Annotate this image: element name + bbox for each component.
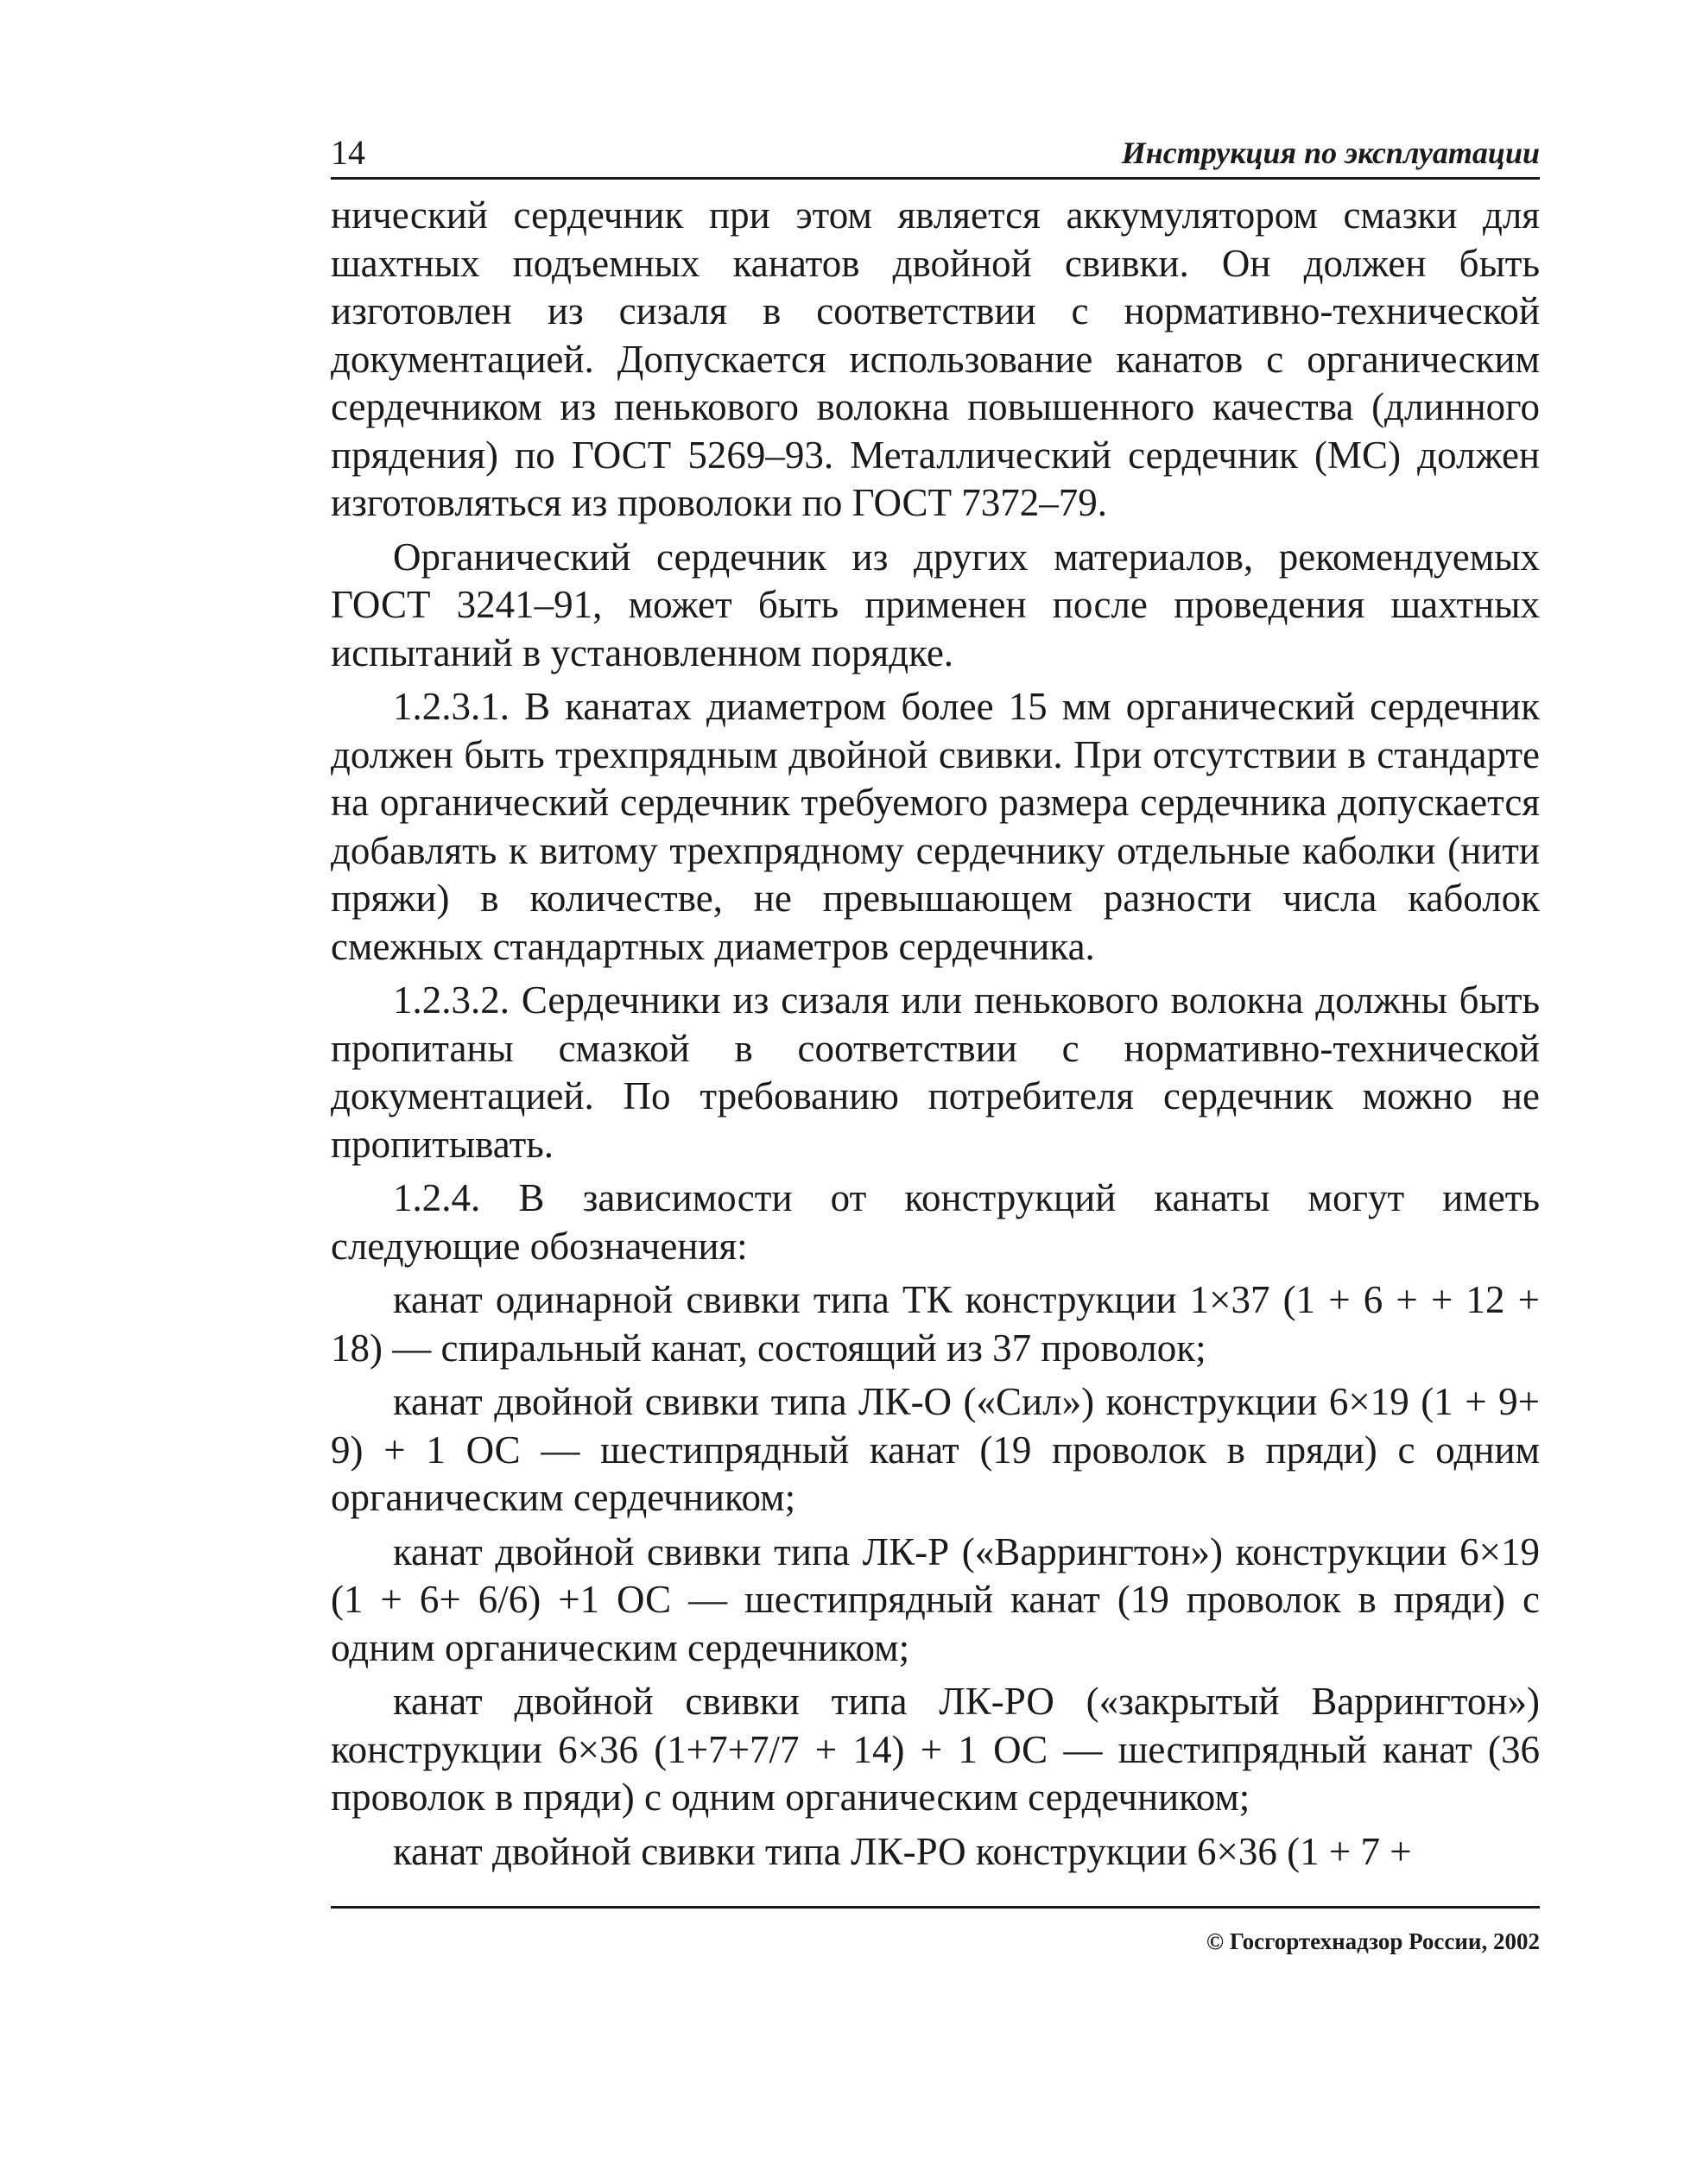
document-page [331,0,1540,2184]
paragraph-organic-core: Органический сердечник из других материалов, рекомендуемых ГОСТ 3241–91, может быть применен после проведения шахтных испытаний в установленном порядке. [331,535,1540,674]
list-item-tk: канат одинарной свивки типа ТК конструкции 1×37 (1 + 6 + + 12 + 18) — спиральный канат, состоящий из 37 проволок; [331,1278,1540,1370]
footer-divider [331,1906,1540,1909]
list-item-lk-o: канат двойной свивки типа ЛК-О («Сил») конструкции 6×19 (1 + 9+ 9) + 1 ОС — шестипрядный канат (19 проволок в пряди) с одним органическим сердечником; [331,1380,1540,1519]
list-item-lk-ro-closed: канат двойной свивки типа ЛК-РО («закрытый Варрингтон») конструкции 6×36 (1+7+7/7 + 14) + 1 ОС — шестипрядный канат (36 проволок в пряди) с одним органическим сердечником; [331,1680,1540,1819]
page-number: 14 [331,133,365,172]
paragraph-continuation: нический сердечник при этом является аккумулятором смазки для шахтных подъемных канатов двойной свивки. Он должен быть изготовлен из сизаля в соответствии с нормативно-технической документацией. Допускается использование канатов с органическим сердечником из пенькового волокна повышенного качества (длинного прядения) по ГОСТ 5269–93. Металлический сердечник (МС) должен изготовляться из проволоки по ГОСТ 7372–79. [331,193,1540,524]
body-text [331,192,1540,1882]
page-header [331,123,1540,180]
footer-copyright: © Госгортехнадзор России, 2002 [1206,1928,1540,1954]
paragraph-1-2-3-1: 1.2.3.1. В канатах диаметром более 15 мм органический сердечник должен быть трехпрядным двойной свивки. При отсутствии в стандарте на органический сердечник требуемого размера сердечника допускается добавлять к витому трехпрядному сердечнику отдельные каболки (нити пряжи) в количестве, не превышающем разности числа каболок смежных стандартных диаметров сердечника. [331,685,1540,968]
running-title: Инструкция по эксплуатации [1121,136,1540,170]
paragraph-1-2-3-2: 1.2.3.2. Сердечники из сизаля или пенькового волокна должны быть пропитаны смазкой в соответствии с нормативно-технической документацией. По требованию потребителя сердечник можно не пропитывать. [331,978,1540,1166]
list-item-lk-r: канат двойной свивки типа ЛК-Р («Варрингтон») конструкции 6×19 (1 + 6+ 6/6) +1 ОС — шестипрядный канат (19 проволок в пряди) с одним органическим сердечником; [331,1529,1540,1669]
paragraph-1-2-4: 1.2.4. В зависимости от конструкций канаты могут иметь следующие обозначения: [331,1176,1540,1268]
list-item-lk-ro: канат двойной свивки типа ЛК-РО конструкции 6×36 (1 + 7 + [393,1829,1412,1873]
